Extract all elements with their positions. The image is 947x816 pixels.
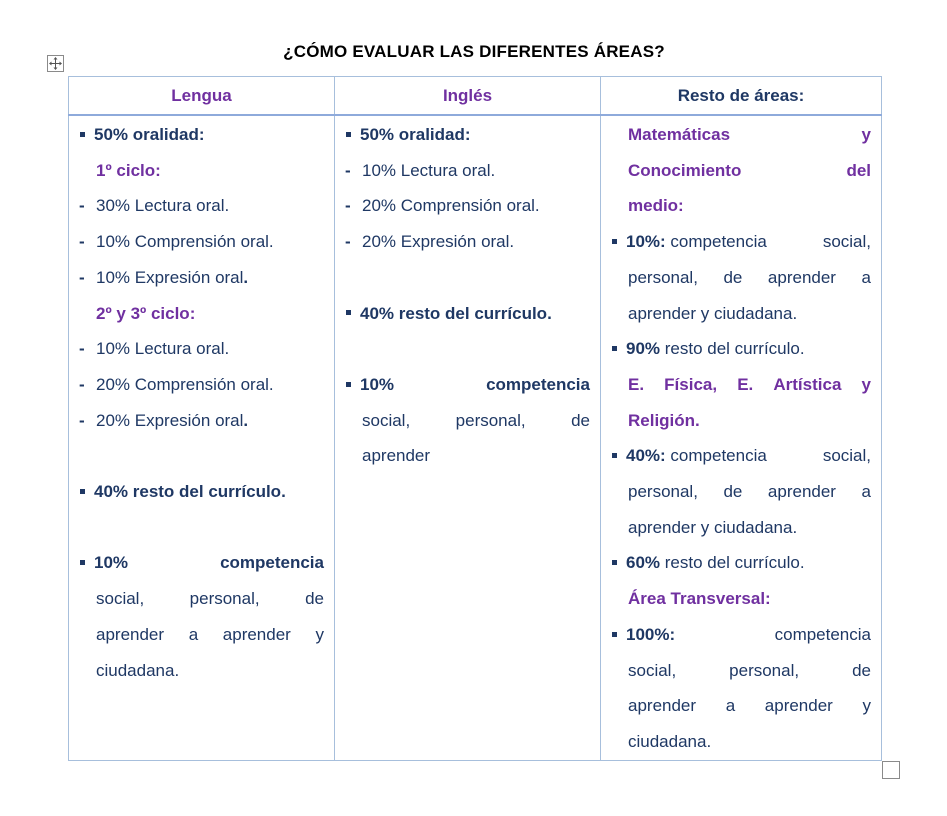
list-item: - 10% Expresión oral.	[79, 267, 249, 287]
list-item: - 20% Comprensión oral.	[79, 374, 274, 394]
list-item: - 20% Expresión oral.	[345, 232, 515, 252]
table-resize-handle[interactable]	[882, 761, 900, 779]
header-lengua: Lengua	[69, 77, 335, 116]
resto-areas-cell[interactable]	[601, 115, 882, 760]
table-header-row	[69, 77, 882, 116]
bullet-square-icon	[612, 453, 617, 458]
text-line: social, personal, de	[362, 410, 590, 430]
lengua-cell[interactable]	[69, 115, 335, 760]
bullet-square-icon	[612, 560, 617, 565]
text-line: aprender a aprender y	[96, 624, 324, 644]
list-item: 90% resto del currículo.	[611, 331, 871, 367]
bullet-square-icon	[346, 310, 351, 315]
text-line: social, personal, de	[96, 589, 324, 609]
subheading-ciclo23: 2º y 3º ciclo:	[96, 303, 196, 323]
four-arrows-move-icon	[48, 56, 63, 71]
bullet-square-icon	[80, 489, 85, 494]
text-line: social, personal, de	[628, 660, 871, 680]
list-item: 60% resto del currículo.	[611, 545, 871, 581]
subheading-efisica: Religión.	[628, 410, 700, 430]
subheading-matematicas: medio:	[628, 196, 684, 216]
list-item: 10% competencia	[79, 545, 324, 581]
text-line: aprender y ciudadana.	[628, 517, 798, 537]
list-item: 50% oralidad:	[345, 117, 590, 153]
bullet-square-icon	[612, 632, 617, 637]
header-ingles: Inglés	[335, 77, 601, 116]
list-item: 10%: competencia social,	[611, 224, 871, 260]
list-item: - 20% Expresión oral.	[79, 410, 249, 430]
ingles-cell[interactable]	[335, 115, 601, 760]
subheading-matematicas: Conocimiento del	[628, 160, 871, 180]
list-item: - 30% Lectura oral.	[79, 196, 230, 216]
table-body-row	[69, 115, 882, 760]
list-item: - 10% Lectura oral.	[345, 160, 496, 180]
bullet-square-icon	[612, 346, 617, 351]
text-line: personal, de aprender a	[628, 267, 871, 287]
list-item: 40% resto del currículo.	[79, 474, 324, 510]
evaluation-table	[68, 76, 882, 761]
text-line: aprender y ciudadana.	[628, 303, 798, 323]
subheading-efisica: E. Física, E. Artística y	[628, 374, 871, 394]
text-line: ciudadana.	[96, 660, 180, 680]
subheading-area-transversal: Área Transversal:	[628, 589, 771, 609]
list-item: - 20% Comprensión oral.	[345, 196, 540, 216]
list-item: 40% resto del currículo.	[345, 296, 590, 332]
table-move-handle-icon[interactable]	[47, 55, 64, 72]
list-item: 40%: competencia social,	[611, 438, 871, 474]
header-resto-areas: Resto de áreas:	[601, 77, 882, 116]
list-item: - 10% Comprensión oral.	[79, 232, 274, 252]
list-item: - 10% Lectura oral.	[79, 339, 230, 359]
text-line: aprender a aprender y	[628, 696, 871, 716]
bullet-square-icon	[80, 132, 85, 137]
document-title: ¿CÓMO EVALUAR LAS DIFERENTES ÁREAS?	[283, 42, 665, 61]
text-line: ciudadana.	[628, 731, 712, 751]
bullet-square-icon	[346, 132, 351, 137]
bullet-square-icon	[346, 382, 351, 387]
list-item: 50% oralidad:	[79, 117, 324, 153]
list-item: 100%: competencia	[611, 617, 871, 653]
subheading-matematicas: Matemáticas y	[628, 125, 871, 144]
bullet-square-icon	[612, 239, 617, 244]
list-item: 10% competencia	[345, 367, 590, 403]
bullet-square-icon	[80, 560, 85, 565]
text-line: personal, de aprender a	[628, 482, 871, 502]
subheading-ciclo1: 1º ciclo:	[96, 160, 161, 180]
text-line: aprender	[362, 446, 431, 466]
